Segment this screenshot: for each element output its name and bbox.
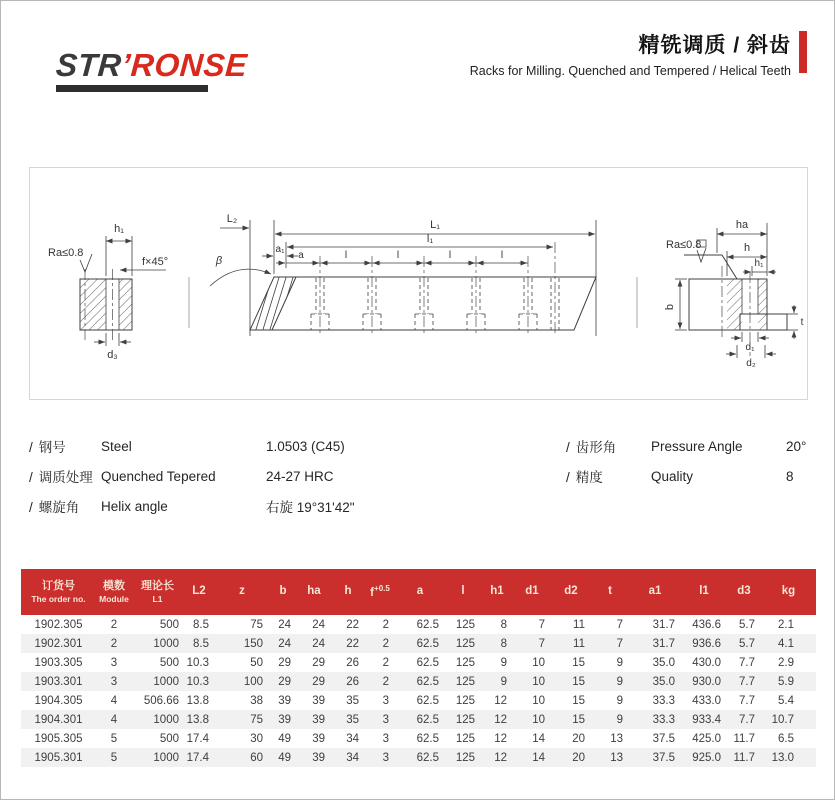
cell-t: 9 xyxy=(616,656,623,669)
column-header-module: 模数 Module xyxy=(96,569,132,615)
dim-label-ra: Ra≤0.8 xyxy=(48,247,84,259)
spec-row-steel xyxy=(29,431,534,461)
cell-L1: 500 xyxy=(159,732,179,745)
cell-h1: 12 xyxy=(494,713,507,726)
cell-h: 26 xyxy=(346,675,359,688)
cell-a1: 37.5 xyxy=(652,732,675,745)
cell-l1: 936.6 xyxy=(692,637,721,650)
cell-module: 2 xyxy=(110,637,118,650)
cell-z: 50 xyxy=(250,656,263,669)
column-header-h1: h1 xyxy=(481,569,513,615)
spec-row-quality xyxy=(566,461,816,491)
spec-value: 8 xyxy=(786,468,794,484)
dim-label-l1: l₁ xyxy=(426,233,434,245)
cell-l: 125 xyxy=(455,637,475,650)
cell-z: 150 xyxy=(243,637,263,650)
dim-label-b: b xyxy=(664,303,676,311)
cell-d3: 11.7 xyxy=(733,751,755,764)
cell-h: 34 xyxy=(346,751,359,764)
dim-label-L1: L₁ xyxy=(430,219,440,231)
dim-label-t: t xyxy=(800,317,804,328)
cell-module: 5 xyxy=(110,732,118,745)
cell-l: 125 xyxy=(455,618,475,631)
cell-l: 125 xyxy=(455,751,475,764)
table-row xyxy=(21,634,816,653)
cell-kg: 5.4 xyxy=(778,694,794,707)
cell-a: 62.5 xyxy=(416,732,439,745)
cell-d3: 7.7 xyxy=(739,694,755,707)
cell-z: 75 xyxy=(250,618,263,631)
cell-l: 125 xyxy=(455,713,475,726)
dim-label-ra: Ra≤0.8 xyxy=(666,239,702,251)
cell-f: 3 xyxy=(382,694,389,707)
cell-h: 26 xyxy=(346,656,359,669)
cell-z: 75 xyxy=(250,713,263,726)
cell-order_no: 1902.301 xyxy=(34,637,83,650)
cell-a1: 31.7 xyxy=(652,618,675,631)
dim-label-h1: h₁ xyxy=(754,258,764,269)
cell-order_no: 1905.305 xyxy=(34,732,83,745)
cell-L2: 13.8 xyxy=(186,694,209,707)
spec-row-helix-angle xyxy=(29,491,534,521)
column-header-L1: 理论长 L1 xyxy=(132,569,183,615)
cell-ha: 24 xyxy=(312,618,325,631)
cell-b: 49 xyxy=(278,732,291,745)
column-header-d1: d1 xyxy=(513,569,551,615)
column-header-l: l xyxy=(445,569,481,615)
cell-L2: 10.3 xyxy=(186,675,209,688)
cell-module: 4 xyxy=(110,713,118,726)
cell-a1: 31.7 xyxy=(652,637,675,650)
cell-t: 7 xyxy=(616,618,623,631)
specs-right xyxy=(566,431,816,491)
slash: / xyxy=(566,470,570,485)
cell-h: 34 xyxy=(346,732,359,745)
cell-f: 2 xyxy=(382,637,389,650)
cell-h: 22 xyxy=(346,618,359,631)
cell-order_no: 1904.301 xyxy=(34,713,83,726)
cell-kg: 2.9 xyxy=(778,656,794,669)
brand-logo xyxy=(55,49,248,81)
cell-f: 2 xyxy=(382,656,389,669)
cell-L2: 13.8 xyxy=(186,713,209,726)
cell-d1: 7 xyxy=(538,618,545,631)
mounting-holes xyxy=(311,242,559,335)
slash: / xyxy=(29,470,33,485)
cell-d1: 10 xyxy=(532,675,545,688)
cell-h: 35 xyxy=(346,713,359,726)
rack-drawing xyxy=(30,168,807,399)
cell-t: 9 xyxy=(616,694,623,707)
cell-a: 62.5 xyxy=(416,637,439,650)
cell-L1: 500 xyxy=(159,656,179,669)
rack-top-view xyxy=(210,213,596,336)
cell-f: 3 xyxy=(382,713,389,726)
spec-label-zh: 螺旋角 xyxy=(38,500,80,515)
cell-L2: 10.3 xyxy=(186,656,209,669)
cell-b: 39 xyxy=(278,694,291,707)
order-data-table xyxy=(21,569,816,767)
cell-h1: 12 xyxy=(494,694,507,707)
cell-d1: 10 xyxy=(532,694,545,707)
cell-t: 13 xyxy=(610,751,623,764)
cell-l1: 430.0 xyxy=(692,656,721,669)
cell-a: 62.5 xyxy=(416,675,439,688)
cell-l1: 436.6 xyxy=(692,618,721,631)
cell-a1: 33.3 xyxy=(652,713,675,726)
red-accent-bar xyxy=(799,31,807,73)
cell-d2: 15 xyxy=(572,694,585,707)
column-header-L2: L2 xyxy=(183,569,215,615)
cell-ha: 29 xyxy=(312,656,325,669)
cell-b: 24 xyxy=(278,618,291,631)
cell-z: 30 xyxy=(250,732,263,745)
cell-f: 2 xyxy=(382,675,389,688)
cell-kg: 4.1 xyxy=(778,637,794,650)
cell-ha: 39 xyxy=(312,751,325,764)
cell-l1: 433.0 xyxy=(692,694,721,707)
cell-d2: 15 xyxy=(572,656,585,669)
dim-label-d1: d₁ xyxy=(745,342,755,353)
column-header-l1: l1 xyxy=(681,569,727,615)
cell-l: 125 xyxy=(455,694,475,707)
cell-d1: 14 xyxy=(532,732,545,745)
cell-l: 125 xyxy=(455,675,475,688)
page-title-en: Racks for Milling. Quenched and Tempered / Helical Teeth xyxy=(469,64,791,78)
cell-d3: 5.7 xyxy=(739,618,755,631)
cell-kg: 2.1 xyxy=(778,618,794,631)
cell-order_no: 1903.305 xyxy=(34,656,83,669)
cell-L2: 17.4 xyxy=(186,751,209,764)
spec-label-zh: 调质处理 xyxy=(38,470,93,485)
cell-L2: 8.5 xyxy=(193,637,209,650)
cell-d2: 20 xyxy=(572,732,585,745)
table-row xyxy=(21,729,816,748)
cell-module: 3 xyxy=(110,675,118,688)
cell-l1: 933.4 xyxy=(692,713,721,726)
spec-value: 右旋 19°31'42" xyxy=(266,500,355,515)
cell-a1: 37.5 xyxy=(652,751,675,764)
dim-label-d2: d₂ xyxy=(746,358,756,369)
slash: / xyxy=(29,500,33,515)
spec-label-zh: 精度 xyxy=(575,470,603,485)
table-row xyxy=(21,691,816,710)
cell-t: 9 xyxy=(616,713,623,726)
dim-label-l: l xyxy=(500,250,504,261)
column-header-b: b xyxy=(269,569,297,615)
column-header-t: t xyxy=(591,569,629,615)
cell-ha: 24 xyxy=(312,637,325,650)
cell-a: 62.5 xyxy=(416,713,439,726)
cell-z: 60 xyxy=(250,751,263,764)
cell-module: 3 xyxy=(110,656,118,669)
spec-value: 1.0503 (C45) xyxy=(266,438,345,454)
cell-d1: 7 xyxy=(538,637,545,650)
cell-b: 39 xyxy=(278,713,291,726)
dim-label-beta: β xyxy=(215,255,223,267)
cell-z: 38 xyxy=(250,694,263,707)
cell-t: 9 xyxy=(616,675,623,688)
column-header-d2: d2 xyxy=(551,569,591,615)
cell-a1: 35.0 xyxy=(652,656,675,669)
cell-ha: 39 xyxy=(312,694,325,707)
dim-label-l: l xyxy=(448,250,452,261)
cell-t: 13 xyxy=(610,732,623,745)
dim-label-a1: a₁ xyxy=(275,244,285,255)
cell-h: 22 xyxy=(346,637,359,650)
cell-l: 125 xyxy=(455,732,475,745)
table-row xyxy=(21,748,816,767)
left-section-view xyxy=(48,223,168,361)
cell-L2: 17.4 xyxy=(186,732,209,745)
dim-label-d3: d₃ xyxy=(107,349,118,361)
right-section-view xyxy=(664,219,804,369)
cell-a: 62.5 xyxy=(416,656,439,669)
dim-label-L2: L₂ xyxy=(226,213,238,225)
dim-label-h: h xyxy=(743,242,751,254)
cell-h1: 9 xyxy=(500,675,507,688)
cell-h1: 12 xyxy=(494,732,507,745)
cell-b: 29 xyxy=(278,675,291,688)
cell-h: 35 xyxy=(346,694,359,707)
spec-label-en: Steel xyxy=(101,438,132,454)
column-header-a1: a1 xyxy=(629,569,681,615)
cell-L1: 1000 xyxy=(153,713,179,726)
slash: / xyxy=(29,440,33,455)
cell-d1: 10 xyxy=(532,656,545,669)
column-header-kg: kg xyxy=(761,569,816,615)
cell-d3: 7.7 xyxy=(739,656,755,669)
cell-a1: 33.3 xyxy=(652,694,675,707)
table-row xyxy=(21,672,816,691)
cell-h1: 9 xyxy=(500,656,507,669)
cell-d1: 10 xyxy=(532,713,545,726)
table-header-row xyxy=(21,569,816,615)
cell-l1: 930.0 xyxy=(692,675,721,688)
page-title xyxy=(470,29,791,78)
column-header-z: z xyxy=(215,569,269,615)
logo-underline-bar xyxy=(56,85,208,92)
spec-row-pressure-angle xyxy=(566,431,816,461)
cell-l: 125 xyxy=(455,656,475,669)
cell-l1: 425.0 xyxy=(692,732,721,745)
cell-order_no: 1905.301 xyxy=(34,751,83,764)
column-header-a: a xyxy=(395,569,445,615)
spec-label-en: Helix angle xyxy=(101,498,168,514)
cell-ha: 29 xyxy=(312,675,325,688)
dim-label-h1: h₁ xyxy=(114,223,124,235)
technical-drawing-panel xyxy=(29,167,808,400)
cell-f: 2 xyxy=(382,618,389,631)
spec-value: 24-27 HRC xyxy=(266,468,334,484)
cell-module: 4 xyxy=(110,694,118,707)
cell-L2: 8.5 xyxy=(193,618,209,631)
cell-kg: 10.7 xyxy=(771,713,794,726)
table-row xyxy=(21,710,816,729)
dim-label-l: l xyxy=(396,250,400,261)
cell-d3: 11.7 xyxy=(733,732,755,745)
cell-L1: 1000 xyxy=(153,675,179,688)
dim-label-a: a xyxy=(298,250,304,261)
cell-f: 3 xyxy=(382,732,389,745)
spec-label-en: Pressure Angle xyxy=(651,438,743,454)
cell-h1: 8 xyxy=(500,618,507,631)
cell-kg: 6.5 xyxy=(778,732,794,745)
specs-left xyxy=(29,431,534,521)
cell-order_no: 1902.305 xyxy=(34,618,83,631)
spec-label-en: Quality xyxy=(651,468,694,484)
cell-kg: 5.9 xyxy=(778,675,794,688)
page-title-zh: 精铣调质 / 斜齿 xyxy=(638,34,791,57)
spec-label-zh: 钢号 xyxy=(38,440,66,455)
cell-l1: 925.0 xyxy=(692,751,721,764)
cell-module: 2 xyxy=(110,618,118,631)
cell-kg: 13.0 xyxy=(771,751,794,764)
cell-a1: 35.0 xyxy=(652,675,675,688)
cell-ha: 39 xyxy=(312,713,325,726)
cell-L1: 500 xyxy=(159,618,179,631)
cell-b: 24 xyxy=(278,637,291,650)
cell-d1: 14 xyxy=(532,751,545,764)
cell-a: 62.5 xyxy=(416,694,439,707)
spec-value: 20° xyxy=(786,438,807,454)
cell-d2: 20 xyxy=(572,751,585,764)
logo-text-ronse: RONSE xyxy=(129,47,249,83)
cell-t: 7 xyxy=(616,637,623,650)
cell-a: 62.5 xyxy=(416,618,439,631)
dim-label-ha: ha xyxy=(735,219,749,231)
cell-L1: 506.66 xyxy=(143,694,179,707)
cell-d2: 11 xyxy=(573,618,585,631)
spec-label-en: Quenched Tepered xyxy=(101,468,216,484)
cell-z: 100 xyxy=(243,675,263,688)
cell-b: 49 xyxy=(278,751,291,764)
logo-apostrophe: ’ xyxy=(120,47,133,83)
cell-order_no: 1904.305 xyxy=(34,694,83,707)
table-row xyxy=(21,615,816,634)
column-header-h: h xyxy=(331,569,365,615)
cell-d2: 15 xyxy=(572,675,585,688)
spec-label-zh: 齿形角 xyxy=(575,440,617,455)
cell-d2: 11 xyxy=(573,637,585,650)
cell-ha: 39 xyxy=(312,732,325,745)
cell-b: 29 xyxy=(278,656,291,669)
dim-label-f45: f×45° xyxy=(142,256,169,268)
spec-row-treatment xyxy=(29,461,534,491)
column-header-d3: d3 xyxy=(727,569,761,615)
logo-text-str: STR xyxy=(54,47,123,83)
cell-d3: 5.7 xyxy=(739,637,755,650)
cell-order_no: 1903.301 xyxy=(34,675,83,688)
slash: / xyxy=(566,440,570,455)
cell-d3: 7.7 xyxy=(739,675,755,688)
cell-d2: 15 xyxy=(572,713,585,726)
column-header-ha: ha xyxy=(297,569,331,615)
column-header-f: $f^{+0.5}$ xyxy=(365,569,395,615)
cell-L1: 1000 xyxy=(153,751,179,764)
cell-L1: 1000 xyxy=(153,637,179,650)
cell-module: 5 xyxy=(110,751,118,764)
dim-label-l: l xyxy=(344,250,348,261)
table-row xyxy=(21,653,816,672)
cell-a: 62.5 xyxy=(416,751,439,764)
cell-h1: 8 xyxy=(500,637,507,650)
column-header-order_no: 订货号 The order no. xyxy=(21,569,96,615)
cell-h1: 12 xyxy=(494,751,507,764)
cell-d3: 7.7 xyxy=(739,713,755,726)
cell-f: 3 xyxy=(382,751,389,764)
